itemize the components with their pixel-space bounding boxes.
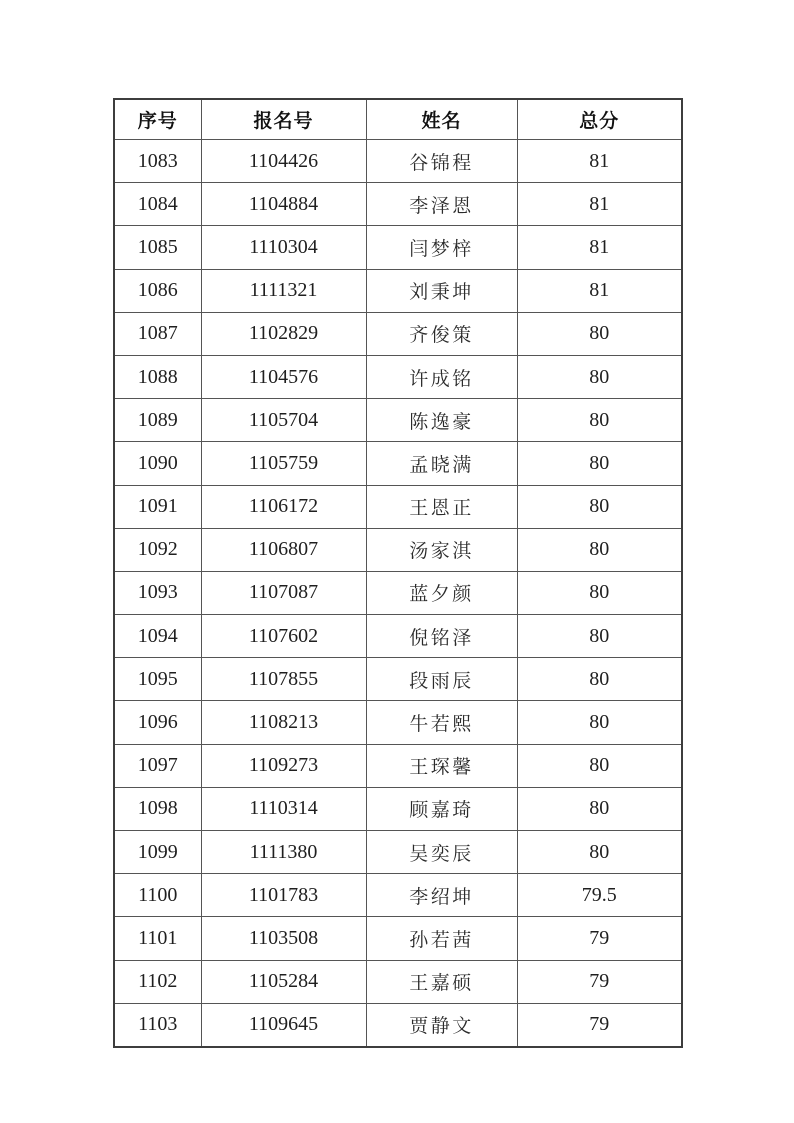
registration-number-cell: 1106807 bbox=[201, 528, 366, 571]
table-row bbox=[114, 485, 682, 528]
score-cell: 79 bbox=[517, 1003, 682, 1047]
registration-number-cell: 1104426 bbox=[201, 140, 366, 183]
score-cell: 80 bbox=[517, 744, 682, 787]
name-cell: 李绍坤 bbox=[366, 874, 517, 917]
score-cell: 79 bbox=[517, 917, 682, 960]
score-cell: 79 bbox=[517, 960, 682, 1003]
score-cell: 80 bbox=[517, 701, 682, 744]
score-cell: 80 bbox=[517, 355, 682, 398]
serial-cell: 1096 bbox=[114, 701, 201, 744]
name-cell: 蓝夕颜 bbox=[366, 571, 517, 614]
name-cell: 牛若熙 bbox=[366, 701, 517, 744]
score-cell: 80 bbox=[517, 399, 682, 442]
serial-cell: 1083 bbox=[114, 140, 201, 183]
score-cell: 79.5 bbox=[517, 874, 682, 917]
score-cell: 81 bbox=[517, 269, 682, 312]
serial-cell: 1092 bbox=[114, 528, 201, 571]
table-row bbox=[114, 399, 682, 442]
name-cell: 王嘉硕 bbox=[366, 960, 517, 1003]
registration-number-cell: 1109645 bbox=[201, 1003, 366, 1047]
header-registration-number: 报名号 bbox=[201, 99, 366, 140]
registration-number-cell: 1105759 bbox=[201, 442, 366, 485]
score-cell: 80 bbox=[517, 571, 682, 614]
name-cell: 倪铭泽 bbox=[366, 615, 517, 658]
serial-cell: 1098 bbox=[114, 787, 201, 830]
table-row bbox=[114, 226, 682, 269]
table-row bbox=[114, 744, 682, 787]
serial-cell: 1091 bbox=[114, 485, 201, 528]
serial-cell: 1099 bbox=[114, 831, 201, 874]
registration-number-cell: 1104884 bbox=[201, 183, 366, 226]
score-cell: 81 bbox=[517, 226, 682, 269]
header-serial: 序号 bbox=[114, 99, 201, 140]
registration-number-cell: 1101783 bbox=[201, 874, 366, 917]
score-cell: 80 bbox=[517, 528, 682, 571]
table-row bbox=[114, 312, 682, 355]
serial-cell: 1095 bbox=[114, 658, 201, 701]
registration-number-cell: 1104576 bbox=[201, 355, 366, 398]
table-row bbox=[114, 831, 682, 874]
table-row bbox=[114, 528, 682, 571]
registration-number-cell: 1107855 bbox=[201, 658, 366, 701]
name-cell: 刘秉坤 bbox=[366, 269, 517, 312]
score-cell: 80 bbox=[517, 485, 682, 528]
score-table bbox=[113, 98, 683, 1048]
serial-cell: 1088 bbox=[114, 355, 201, 398]
table-header-row bbox=[114, 99, 682, 140]
score-cell: 80 bbox=[517, 658, 682, 701]
name-cell: 王恩正 bbox=[366, 485, 517, 528]
table-row bbox=[114, 442, 682, 485]
serial-cell: 1102 bbox=[114, 960, 201, 1003]
score-cell: 80 bbox=[517, 831, 682, 874]
registration-number-cell: 1102829 bbox=[201, 312, 366, 355]
serial-cell: 1084 bbox=[114, 183, 201, 226]
registration-number-cell: 1110304 bbox=[201, 226, 366, 269]
name-cell: 孟晓满 bbox=[366, 442, 517, 485]
score-cell: 80 bbox=[517, 312, 682, 355]
serial-cell: 1097 bbox=[114, 744, 201, 787]
table-row bbox=[114, 355, 682, 398]
registration-number-cell: 1108213 bbox=[201, 701, 366, 744]
table-row bbox=[114, 140, 682, 183]
serial-cell: 1094 bbox=[114, 615, 201, 658]
registration-number-cell: 1105284 bbox=[201, 960, 366, 1003]
serial-cell: 1093 bbox=[114, 571, 201, 614]
table-row bbox=[114, 701, 682, 744]
name-cell: 王琛馨 bbox=[366, 744, 517, 787]
serial-cell: 1101 bbox=[114, 917, 201, 960]
name-cell: 闫梦梓 bbox=[366, 226, 517, 269]
header-name: 姓名 bbox=[366, 99, 517, 140]
registration-number-cell: 1110314 bbox=[201, 787, 366, 830]
name-cell: 谷锦程 bbox=[366, 140, 517, 183]
name-cell: 汤家淇 bbox=[366, 528, 517, 571]
name-cell: 吴奕辰 bbox=[366, 831, 517, 874]
registration-number-cell: 1107602 bbox=[201, 615, 366, 658]
table-row bbox=[114, 658, 682, 701]
name-cell: 许成铭 bbox=[366, 355, 517, 398]
registration-number-cell: 1103508 bbox=[201, 917, 366, 960]
score-cell: 81 bbox=[517, 183, 682, 226]
serial-cell: 1086 bbox=[114, 269, 201, 312]
serial-cell: 1090 bbox=[114, 442, 201, 485]
name-cell: 段雨辰 bbox=[366, 658, 517, 701]
registration-number-cell: 1109273 bbox=[201, 744, 366, 787]
table-row bbox=[114, 183, 682, 226]
registration-number-cell: 1106172 bbox=[201, 485, 366, 528]
serial-cell: 1087 bbox=[114, 312, 201, 355]
table-row bbox=[114, 787, 682, 830]
serial-cell: 1103 bbox=[114, 1003, 201, 1047]
score-cell: 80 bbox=[517, 615, 682, 658]
table-row bbox=[114, 615, 682, 658]
serial-cell: 1089 bbox=[114, 399, 201, 442]
table-row bbox=[114, 571, 682, 614]
header-total-score: 总分 bbox=[517, 99, 682, 140]
registration-number-cell: 1111380 bbox=[201, 831, 366, 874]
score-cell: 80 bbox=[517, 442, 682, 485]
table-row bbox=[114, 269, 682, 312]
score-cell: 81 bbox=[517, 140, 682, 183]
table-row bbox=[114, 960, 682, 1003]
registration-number-cell: 1111321 bbox=[201, 269, 366, 312]
serial-cell: 1100 bbox=[114, 874, 201, 917]
registration-number-cell: 1105704 bbox=[201, 399, 366, 442]
name-cell: 齐俊策 bbox=[366, 312, 517, 355]
table-row bbox=[114, 1003, 682, 1047]
table-body bbox=[114, 140, 682, 1047]
table-row bbox=[114, 874, 682, 917]
name-cell: 李泽恩 bbox=[366, 183, 517, 226]
serial-cell: 1085 bbox=[114, 226, 201, 269]
table-row bbox=[114, 917, 682, 960]
name-cell: 孙若茜 bbox=[366, 917, 517, 960]
registration-number-cell: 1107087 bbox=[201, 571, 366, 614]
name-cell: 陈逸豪 bbox=[366, 399, 517, 442]
name-cell: 顾嘉琦 bbox=[366, 787, 517, 830]
score-cell: 80 bbox=[517, 787, 682, 830]
name-cell: 贾静文 bbox=[366, 1003, 517, 1047]
